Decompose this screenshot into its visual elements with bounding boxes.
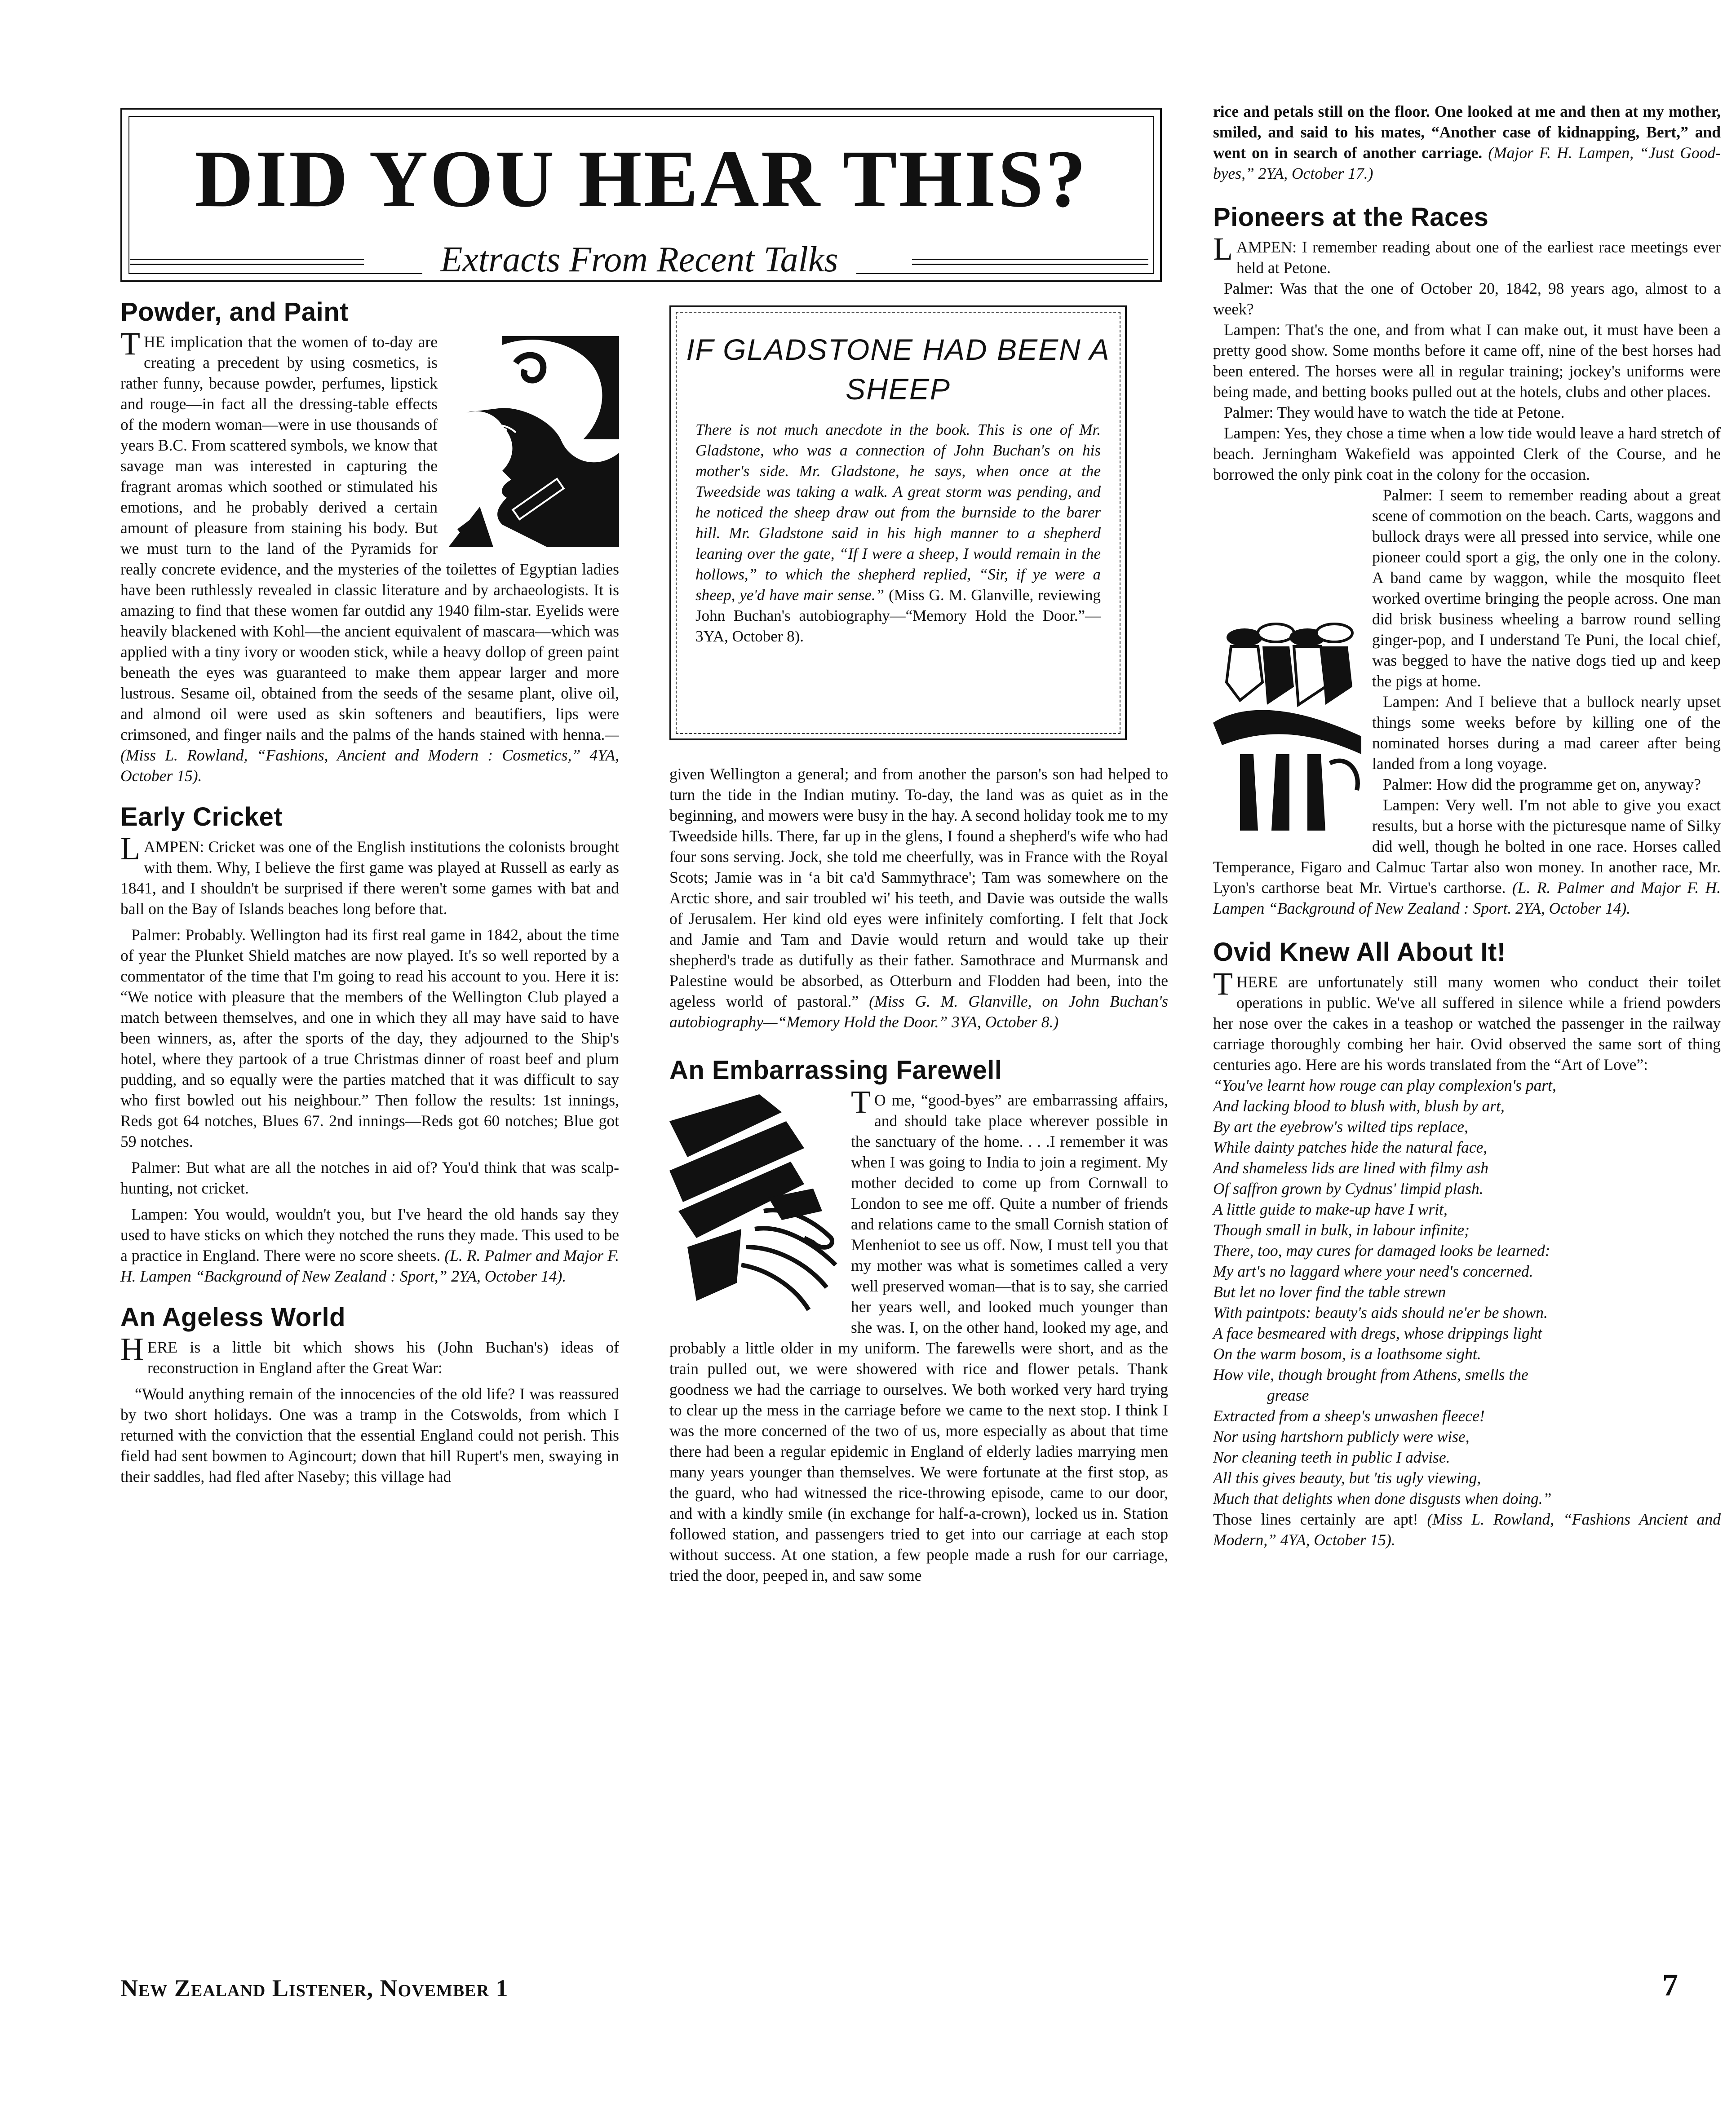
poem-line: How vile, though brought from Athens, smells the — [1213, 1366, 1528, 1384]
poem-line: There, too, may cures for damaged looks be learned: — [1213, 1242, 1550, 1260]
cricket-p3: Palmer: But what are all the notches in aid of? You'd think that was scalp-hunting, not cricket. — [120, 1158, 619, 1197]
poem-line: A little guide to make-up have I writ, — [1213, 1200, 1448, 1218]
powder-text: THE implication that the women of to-day are creating a precedent by using cosmetics, is rather funny, because powder, perfumes, lipstick and rouge—in fact all the dressing-table effects of the modern woman—were in use thousands of years B.C. From scattered symbols, we know that savage man was interested in capturing the fragrant aromas which soothed or stimulated his emotions, and he probably derived a certain amount of pleasure from staining his body. But we must turn to the land of the Pyramids for really concrete evidence, and the mysteries of the toilettes of Egyptian ladies have been ruthlessly revealed in classic literature and by archaeologists. It is amazing to find that these women far outdid any 1940 film-star. Eyelids were heavily blackened with Kohl—the ancient equivalent of mascara—which was applied with a tiny ivory or wooden stick, while a heavy dollop of green paint beneath the eyes was guaranteed to make them appear larger and more lustrous. Sesame oil, obtained from the seeds of the sesame plant, olive oil, and almond oil were used as skin softeners and beautifiers, lips were crimsoned, and finger nails and the palms of the hands stained with henna. — [120, 326, 619, 743]
heading-ovid: Ovid Knew All About It! — [1213, 937, 1506, 967]
poem-line: And lacking blood to blush with, blush by art, — [1213, 1097, 1505, 1115]
ageless-p3-text: given Wellington a general; and from another the parson's son had helped to turn the tide in the Indian mutiny. To-day, the land was as quiet as in the beginning, and mowers were busy in the hay. A second holiday took me to my Tweedside hills. There, far up in the glens, I found a shepherd's wife who had four sons serving. Jock, she told me cheerfully, was in France with the Royal Scots; Jamie was in ‘a bit ca'd Sammythrace'; Tam was somewhere on the Arctic shore, and sair troubled wi' his teeth, and Davie was outside the walls of Jerusalem. Her kind old eyes were infinitely comforting. I felt that Jock and Jamie and Tam and Davie would return and would take up their shepherd's trade as dutifully as their father. Samothrace and Murmansk and Palestine would be absorbed, as Otterburn and Flodden had been, into the ageless world of pastoral.” — [669, 765, 1168, 1010]
poem-line: Though small in bulk, in labour infinite; — [1213, 1221, 1470, 1239]
heading-ageless: An Ageless World — [120, 1303, 346, 1332]
poem-line: Extracted from a sheep's unwashen fleece! — [1213, 1407, 1485, 1425]
heading-powder: Powder, and Paint — [120, 297, 349, 327]
footer-publication: New Zealand Listener, November 1 — [120, 1975, 509, 2002]
column-1 — [120, 296, 619, 1487]
pioneers-p7: Lampen: And I believe that a bullock nearly upset things some weeks before by killing one of the nominated horses during a mad career after being landed from a long voyage. — [1372, 693, 1721, 773]
ageless-citation: (Miss G. M. Glanville, on John Buchan's autobiography—“Memory Hold the Door.” 3YA, October 8.) — [669, 992, 1168, 1031]
pioneers-p3: Lampen: That's the one, and from what I can make out, it must have been a pretty good show. Some months before it came off, nine of the best horses had been entered. The horses were all in regular training; jockey's uniforms were being made, and betting books pulled out at the hotels, clubs and other places. — [1213, 321, 1721, 401]
woman-profile-lipstick-illustration — [448, 336, 619, 547]
ageless-p1: HERE is a little bit which shows his (John Buchan's) ideas of reconstruction in England after the Great War: — [120, 1331, 619, 1377]
cricket-p1: LAMPEN: Cricket was one of the English institutions the colonists brought with them. Why, I believe the first game was played at Russell as early as 1841, and I shouldn't be surprised if there weren't some games with bat and ball on the Bay of Islands beaches long before that. — [120, 831, 619, 918]
pioneers-p9-text: Lampen: Very well. I'm not able to give you exact results, but a horse with the picturesque name of Silky did well, though he bolted in one race. Horses called Temperance, Figaro and Calmuc Tartar also won money. In another race, Mr. Lyon's carthorse beat Mr. Virtue's carthorse. — [1213, 796, 1721, 897]
hands-waving-illustration — [669, 1094, 840, 1319]
poem-line: All this gives beauty, but 'tis ugly viewing, — [1213, 1469, 1481, 1487]
poem-line: Nor using hartshorn publicly were wise, — [1213, 1428, 1470, 1446]
poem-line: Nor cleaning teeth in public I advise. — [1213, 1448, 1450, 1466]
farewell-p1: TO me, “good-byes” are embarrassing affairs, and should take place wherever possible in the sanctuary of the home. . . .I remember it was when I was going to India to join a regiment. My mother decided to come up from Cornwall to London to see me off. Quite a number of friends and relations came to the small Cornish station of Menheniot to see us off. Now, I must tell you that my mother was what is sometimes called a very well preserved woman—that is to say, she carried her years well, and looked much younger than she was. I, on the other hand, looked my age, and probably a little older in my uniform. The farewells were short, and as the train pulled out, we were showered with rice and flower petals. Thank goodness we had the carriage to ourselves. We both worked very hard trying to clear up the mess in the carriage before we came to the next stop. I think I was the more concerned of the two of us, more especially as about that time there had been a regular epidemic in England of elderly ladies marrying men many years younger than themselves. We were fortunate at the first stop, as the guard, who had witnessed the rice-throwing episode, came to our door, and with a kindly smile (in exchange for half-a-crown), locked us in. Station followed station, and passengers tried to get into our carriage at each stop without success. At one station, a few people made a rush for our carriage, tried the door, peeped in, and saw some — [669, 1084, 1168, 1584]
cricket-citation: (L. R. Palmer and Major F. H. Lampen “Background of New Zealand : Sport,” 2YA, October 14). — [120, 1247, 620, 1285]
pioneers-p5: Lampen: Yes, they chose a time when a low tide would leave a hard stretch of beach. Jerningham Wakefield was appointed Clerk of the Course, and he borrowed the only pink coat in the colony for the occasion. — [1213, 424, 1721, 483]
farewell-p2-text: rice and petals still on the floor. One looked at me and then at my mother, smiled, and said to his mates, “Another case of kidnapping, Bert,” and went on in search of another carriage. — [1213, 102, 1721, 162]
pioneers-p8: Palmer: How did the programme get on, anyway? — [1383, 775, 1701, 793]
heading-farewell: An Embarrassing Farewell — [669, 1056, 1002, 1085]
poem-line: And shameless lids are lined with filmy ash — [1213, 1159, 1488, 1177]
poem-line: grease — [1267, 1386, 1309, 1404]
subtitle-text: Extracts From Recent Talks — [422, 240, 856, 279]
cricket-p4 — [120, 1204, 619, 1287]
farewell-citation: (Major F. H. Lampen, “Just Good-byes,” 2YA, October 17.) — [1213, 144, 1721, 182]
poem-line: A face besmeared with dregs, whose drippings light — [1213, 1324, 1542, 1342]
page-title: DID YOU HEAR THIS? — [194, 134, 1088, 224]
poem-line: On the warm bosom, is a loathsome sight. — [1213, 1345, 1481, 1363]
farewell-p2 — [1213, 101, 1721, 184]
poem-line: While dainty patches hide the natural face, — [1213, 1138, 1488, 1156]
gladstone-citation: (Miss G. M. Glanville, reviewing John Buchan's autobiography—“Memory Hold the Door.”—3YA, October 8). — [695, 586, 1101, 645]
pioneers-p2: Palmer: Was that the one of October 20, 1842, 98 years ago, almost to a week? — [1213, 279, 1721, 318]
poem-line: “You've learnt how rouge can play complexion's part, — [1213, 1076, 1556, 1094]
heading-pioneers: Pioneers at the Races — [1213, 203, 1489, 232]
poem-line: But let no lover find the table strewn — [1213, 1283, 1446, 1301]
ageless-p2: “Would anything remain of the innocencies of the old life? I was reassured by two short holidays. One was a tramp in the Cotswolds, from which I returned with the conviction that the essential England could not perish. This field had sent bowmen to Agincourt; down that hill Rupert's men, swaying in their saddles, had fled after Naseby; this village had — [120, 1385, 619, 1486]
poem-line: My art's no laggard where your need's concerned. — [1213, 1262, 1533, 1280]
pioneers-p4: Palmer: They would have to watch the tide at Petone. — [1224, 403, 1565, 421]
poem-line: Much that delights when done disgusts when doing.” — [1213, 1490, 1552, 1508]
poem-line: With paintpots: beauty's aids should ne'er be shown. — [1213, 1304, 1548, 1322]
pioneers-citation: (L. R. Palmer and Major F. H. Lampen “Background of New Zealand : Sport. 2YA, October 14). — [1213, 879, 1721, 917]
ageless-p3 — [669, 764, 1168, 1032]
gladstone-anecdote: There is not much anecdote in the book. This is one of Mr. Gladstone, who was a connection of John Buchan's on his mother's side. Mr. Gladstone, he says, when once at the Tweedside was taking a walk. A great storm was pending, and he noticed the sheep draw out from the burnside to the barer hill. Mr. Gladstone said in his high manner to a shepherd leaning over the gate, “If I were a sheep, I would remain in the hollows,” to which the shepherd replied, “Sir, if ye were a sheep, ye'd have mair sense.” — [695, 421, 1101, 604]
jockeys-illustration — [1213, 619, 1361, 835]
ovid-p2 — [1213, 1509, 1721, 1550]
page-subtitle — [120, 237, 1158, 282]
poem-line: By art the eyebrow's wilted tips replace, — [1213, 1118, 1468, 1136]
heading-cricket: Early Cricket — [120, 802, 283, 831]
powder-citation: —(Miss L. Rowland, “Fashions, Ancient and Modern : Cosmetics,” 4YA, October 15). — [120, 725, 619, 785]
ovid-p1: THERE are unfortunately still many women who conduct their toilet operations in public. We've all suffered in silence while a friend powders her nose over the cakes in a teashop or watched the passenger in the railway carriage thoroughly combing her hair. Ovid observed the same sort of thing centuries ago. Here are his words translated from the “Art of Love”: — [1213, 966, 1721, 1074]
gladstone-box — [669, 305, 1127, 740]
ovid-citation: (Miss L. Rowland, “Fashions Ancient and Modern,” 4YA, October 15). — [1213, 1510, 1721, 1549]
column-2 — [669, 764, 1168, 1586]
cricket-p4-text: Lampen: You would, wouldn't you, but I've heard the old hands say they used to have sticks on which they notched the runs they made. This used to be a practice in England. There were no score sheets. — [120, 1205, 619, 1265]
page-number: 7 — [1662, 1968, 1678, 2003]
poem-line: Of saffron grown by Cydnus' limpid plash. — [1213, 1180, 1484, 1198]
column-3 — [1213, 101, 1721, 1550]
ovid-poem — [1213, 1075, 1721, 1509]
pioneers-p6: Palmer: I seem to remember reading about a great scene of commotion on the beach. Carts, waggons and bullock drays were all pressed into service, while one pioneer could sport a gig, the only one in the colony. A band came by waggon, while the mosquito fleet worked overtime bringing the people across. One man did brisk business wheeling a barrow round selling ginger-pop, and I understand Te Puni, the local chief, was begged to have the native dogs tied up and keep the pigs at home. — [1372, 486, 1721, 690]
pioneers-p1: LAMPEN: I remember reading about one of the earliest race meetings ever held at Petone. — [1213, 231, 1721, 277]
ovid-p2-text: Those lines certainly are apt! — [1213, 1510, 1418, 1528]
gladstone-text — [695, 420, 1101, 647]
cricket-p2: Palmer: Probably. Wellington had its first real game in 1842, about the time of year the Plunket Shield matches are now played. It's so well reported by a commentator of the time that I'm going to read his account to you. Here it is: “We notice with pleasure that the members of the Wellington Club played a match between themselves, and one in which they all may have said to have been winners, as, after the sports of the day, they adjourned to the Ship's hotel, where they partook of a true Christmas dinner of roast beef and plum pudding, and so equally were the parties matched that it was difficult to say who first bowled out his neighbour.” Then follow the results: 1st innings, Reds got 64 notches, Blues 67. 2nd innings—Reds got 60 notches; Blue got 59 notches. — [120, 926, 619, 1150]
gladstone-heading: IF GLADSTONE HAD BEEN A SHEEP — [686, 333, 1110, 406]
